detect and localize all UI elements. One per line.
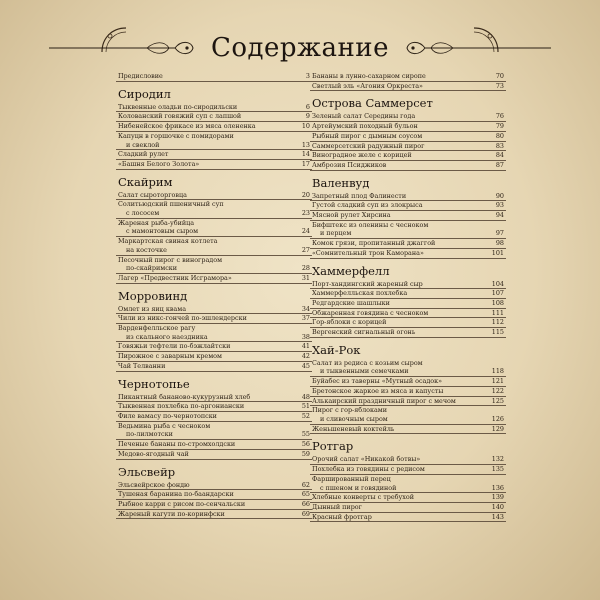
toc-entry-page: 37 [301, 314, 310, 323]
toc-entry[interactable] [116, 305, 312, 315]
toc-entry[interactable] [310, 387, 506, 397]
toc-entry-title: Сладкий рулет [118, 150, 169, 159]
toc-entry[interactable] [116, 112, 312, 122]
toc-entry-page: 73 [495, 81, 504, 90]
toc-entry[interactable] [310, 465, 506, 475]
toc-entry[interactable] [116, 72, 312, 82]
toc-entry[interactable] [310, 299, 506, 309]
section-heading: Валенвуд [312, 175, 370, 190]
toc-entry[interactable] [310, 318, 506, 328]
section-heading: Острова Саммерсет [312, 96, 433, 111]
toc-entry[interactable] [310, 289, 506, 299]
toc-entry-lead: Маркартская свиная котлета [118, 237, 218, 246]
toc-entry-page: 83 [495, 141, 504, 150]
toc-entry[interactable] [310, 82, 506, 92]
toc-entry-page: 48 [301, 392, 310, 401]
toc-entry[interactable] [310, 211, 506, 221]
left-flourish-icon [47, 37, 197, 59]
toc-entry-page: 97 [495, 229, 504, 238]
toc-entry-title: Дынный пирог [312, 502, 362, 511]
toc-entry-page: 14 [301, 150, 310, 159]
toc-entry-title: «Сомнительный трон Каморана» [312, 248, 424, 257]
toc-entry-title: Нибенейское фрикасе из мяса олененка [118, 122, 256, 131]
toc-entry-title: Гор-яблоки с корицей [312, 318, 387, 327]
toc-section [116, 86, 312, 170]
toc-entry-title: из скального наездника [126, 332, 208, 341]
toc-entry-page: 94 [495, 211, 504, 220]
toc-entry-page: 139 [491, 493, 504, 502]
toc-entry-title: Буйабес из таверны «Мутный осадок» [312, 377, 443, 386]
toc-entry[interactable] [310, 425, 506, 435]
toc-entry-page: 62 [301, 480, 310, 489]
toc-entry-page: 107 [491, 289, 504, 298]
toc-section [310, 263, 506, 338]
toc-section [310, 438, 506, 522]
toc-entry-title: Зеленый салат Середины года [312, 112, 416, 121]
toc-entry-page: 140 [491, 502, 504, 511]
toc-entry-lead: Варденфелльское рагу [118, 324, 196, 333]
toc-entry-page: 52 [301, 411, 310, 420]
toc-entry-title: Артейумский походный бульон [312, 122, 418, 131]
page-header [0, 28, 600, 68]
toc-section [116, 376, 312, 460]
toc-entry[interactable] [116, 246, 312, 256]
toc-entry-page: 42 [301, 352, 310, 361]
toc-entry-page: 31 [301, 273, 310, 282]
toc-entry-title: Порт-хандингский жареный сыр [312, 279, 423, 288]
toc-entry-title: Запретный плод Фалинести [312, 191, 407, 200]
toc-entry-page: 98 [495, 239, 504, 248]
right-flourish-icon [403, 37, 553, 59]
toc-entry-title: Тушеная баранина по-баандарски [118, 490, 234, 499]
toc-entry-title: Орочий салат «Никакой ботвы» [312, 455, 421, 464]
section-heading: Скайрим [118, 174, 173, 189]
toc-entry-title: «Башня Белого Золота» [118, 159, 200, 168]
toc-entry[interactable] [116, 440, 312, 450]
toc-entry-title: Женьшеневый коктейль [312, 424, 395, 433]
toc-entry-page: 136 [491, 483, 504, 492]
toc-entry[interactable] [116, 191, 312, 201]
toc-entry-title: и свеклой [126, 140, 160, 149]
toc-entry-title: Лагер «Предвестник Исграмора» [118, 273, 232, 282]
section-heading: Чернотопье [118, 376, 190, 391]
toc-entry-page: 125 [491, 396, 504, 405]
toc-entry[interactable] [116, 450, 312, 460]
section-heading: Эльсвейр [118, 464, 176, 479]
toc-entry-title: Пикантный бананово-кукурузный хлеб [118, 392, 251, 401]
toc-section [310, 175, 506, 259]
toc-section [310, 72, 506, 91]
toc-entry[interactable] [116, 314, 312, 324]
toc-entry-title: и сливочным сыром [320, 414, 388, 423]
toc-entry-page: 143 [491, 512, 504, 521]
toc-entry-title: Светлый эль «Агония Оркреста» [312, 81, 423, 90]
toc-entry-page: 79 [495, 122, 504, 131]
toc-entry-page: 9 [305, 112, 310, 121]
toc-entry-page: 80 [495, 131, 504, 140]
toc-entry-title: Бретонское жаркое из мяса и капусты [312, 386, 444, 395]
toc-entry-title: Пирожное с заварным кремом [118, 352, 222, 361]
toc-entry-title: Филе вамасу по-чернотопски [118, 411, 217, 420]
toc-entry-title: Эльсвейрское фондю [118, 480, 190, 489]
toc-entry[interactable] [310, 122, 506, 132]
toc-entry[interactable] [116, 490, 312, 500]
toc-entry-page: 115 [491, 328, 504, 337]
toc-entry-page: 104 [491, 279, 504, 288]
toc-entry-page: 70 [495, 72, 504, 80]
toc-entry[interactable] [116, 402, 312, 412]
toc-entry-page: 27 [301, 245, 310, 254]
toc-right-column [310, 72, 506, 522]
toc-entry[interactable] [116, 160, 312, 170]
toc-entry-title: Медово-ягодный чай [118, 449, 189, 458]
toc-entry[interactable] [116, 342, 312, 352]
toc-entry-page: 111 [491, 308, 504, 317]
toc-entry-page: 135 [491, 465, 504, 474]
toc-left-column [116, 72, 312, 519]
toc-entry-title: Колованский говяжий суп с лапшой [118, 112, 242, 121]
toc-entry[interactable] [116, 141, 312, 151]
toc-entry-page: 121 [491, 377, 504, 386]
toc-entry-title: Виноградное желе с корицей [312, 151, 412, 160]
toc-entry-lead: Салат из редиса с козьим сыром [312, 358, 423, 367]
toc-entry-page: 101 [491, 248, 504, 257]
toc-entry-page: 51 [301, 402, 310, 411]
toc-entry-page: 66 [301, 499, 310, 508]
toc-entry-page: 34 [301, 304, 310, 313]
toc-entry-page: 38 [301, 332, 310, 341]
toc-entry[interactable] [310, 161, 506, 171]
toc-entry[interactable] [310, 201, 506, 211]
toc-entry[interactable] [116, 333, 312, 343]
toc-entry-lead: Бифштекс из оленины с чесноком [312, 220, 429, 229]
toc-entry-page: 6 [305, 102, 310, 111]
toc-entry[interactable] [116, 393, 312, 403]
toc-entry[interactable] [310, 192, 506, 202]
toc-entry[interactable] [310, 328, 506, 338]
toc-section [310, 95, 506, 170]
toc-entry-page: 41 [301, 342, 310, 351]
toc-entry[interactable] [116, 362, 312, 372]
toc-entry[interactable] [310, 397, 506, 407]
toc-entry-title: Вергенский сигнальный огонь [312, 328, 416, 337]
toc-entry-lead: Ведьмина рыба с чесноком [118, 421, 211, 430]
toc-entry-page: 17 [301, 159, 310, 168]
toc-entry-lead: Песочный пирог с виноградом [118, 255, 223, 264]
toc-entry-title: Салат сыроторговца [118, 190, 187, 199]
toc-entry-page: 20 [301, 190, 310, 199]
toc-entry[interactable] [310, 455, 506, 465]
toc-entry-title: с лососем [126, 209, 160, 218]
toc-entry[interactable] [310, 503, 506, 513]
toc-entry-page: 13 [301, 140, 310, 149]
toc-entry-lead: Жареная рыба-убийца [118, 218, 195, 227]
toc-section [310, 342, 506, 435]
toc-entry[interactable] [116, 274, 312, 284]
toc-entry-title: Жареный кагути по-коринфски [118, 509, 225, 518]
toc-section [116, 72, 312, 82]
section-heading: Хаммерфелл [312, 263, 390, 278]
toc-entry[interactable] [310, 239, 506, 249]
toc-entry-title: Бананы в лунно-сахарном сиропе [312, 72, 426, 80]
toc-entry[interactable] [310, 309, 506, 319]
toc-entry[interactable] [116, 430, 312, 440]
toc-section [116, 174, 312, 284]
toc-entry-page: 69 [301, 509, 310, 518]
toc-entry[interactable] [116, 209, 312, 219]
toc-entry[interactable] [310, 72, 506, 82]
toc-entry-page: 24 [301, 227, 310, 236]
toc-entry-page: 76 [495, 112, 504, 121]
toc-entry-title: Чили из никс-гончей по-эшлендерски [118, 314, 247, 323]
toc-entry[interactable] [116, 103, 312, 113]
toc-entry-page: 112 [491, 318, 504, 327]
toc-entry-page: 3 [305, 72, 310, 80]
toc-entry-page: 56 [301, 440, 310, 449]
toc-entry-page: 55 [301, 430, 310, 439]
toc-entry-page: 87 [495, 160, 504, 169]
toc-entry-page: 28 [301, 264, 310, 273]
toc-entry-lead: Солитьюдский пшеничный суп [118, 200, 224, 209]
toc-entry-title: Комок грязи, пропитанный джаггой [312, 239, 436, 248]
toc-entry[interactable] [310, 112, 506, 122]
toc-entry[interactable] [310, 229, 506, 239]
toc-entry[interactable] [116, 227, 312, 237]
toc-entry-page: 59 [301, 449, 310, 458]
toc-entry[interactable] [310, 142, 506, 152]
toc-entry-title: и перцем [320, 229, 352, 238]
toc-entry[interactable] [310, 415, 506, 425]
toc-entry[interactable] [310, 513, 506, 523]
toc-entry-page: 126 [491, 414, 504, 423]
toc-entry-title: Похлебка из говядины с редисом [312, 465, 425, 474]
toc-entry-page: 129 [491, 424, 504, 433]
toc-entry-lead: Капуцн в горшочке с помидорами [118, 131, 234, 140]
toc-entry-title: Саммерсетский радужный пирог [312, 141, 425, 150]
toc-entry-title: и тыквенными семечками [320, 367, 409, 376]
section-heading: Сиродил [118, 86, 171, 101]
toc-entry[interactable] [310, 493, 506, 503]
toc-entry-page: 10 [301, 122, 310, 131]
toc-entry-page: 132 [491, 455, 504, 464]
toc-entry-title: Печеные бананы по-стромхолдски [118, 440, 236, 449]
toc-entry[interactable] [116, 352, 312, 362]
toc-entry-title: Мясной рулет Хирсина [312, 211, 391, 220]
toc-entry[interactable] [310, 249, 506, 259]
toc-entry-title: Амброзия Псиджиков [312, 160, 387, 169]
toc-entry-title: Предисловие [118, 72, 163, 80]
toc-section [116, 288, 312, 372]
toc-entry-page: 84 [495, 151, 504, 160]
toc-entry[interactable] [310, 484, 506, 494]
toc-entry-title: Хаммерфелльская похлебка [312, 289, 408, 298]
toc-entry-lead: Пирог с гор-яблоками [312, 406, 388, 415]
toc-entry-title: Хлебные конверты с требухой [312, 493, 414, 502]
toc-entry-title: Редгардские шашлыки [312, 298, 390, 307]
toc-entry-page: 45 [301, 361, 310, 370]
toc-entry[interactable] [310, 367, 506, 377]
toc-entry-title: с мамонтовым сыром [126, 227, 199, 236]
toc-entry[interactable] [116, 412, 312, 422]
toc-section [116, 464, 312, 520]
toc-entry[interactable] [310, 132, 506, 142]
toc-entry-title: Тыквенные оладьи по-сиродильски [118, 102, 238, 111]
toc-entry[interactable] [116, 264, 312, 274]
toc-entry-title: на косточке [126, 245, 167, 254]
toc-entry-page: 90 [495, 191, 504, 200]
toc-entry[interactable] [310, 377, 506, 387]
section-heading: Ротгар [312, 439, 354, 454]
toc-entry[interactable] [116, 150, 312, 160]
toc-entry-title: Обжаренная говядина с чесноком [312, 308, 429, 317]
toc-entry-page: 122 [491, 386, 504, 395]
toc-entry-title: с пшеном и говядиной [320, 483, 397, 492]
section-heading: Морровинд [118, 288, 188, 303]
toc-entry-page: 93 [495, 201, 504, 210]
toc-entry[interactable] [116, 510, 312, 520]
toc-entry-title: Тыквенная похлебка по-аргониански [118, 402, 245, 411]
page-title: Содержание [210, 33, 390, 63]
toc-entry-page: 108 [491, 298, 504, 307]
toc-entry-page: 23 [301, 209, 310, 218]
toc-entry[interactable] [310, 280, 506, 290]
toc-entry-title: Густой сладкий суп из злокрыса [312, 201, 423, 210]
toc-entry-title: Омлет из яиц квама [118, 304, 187, 313]
toc-entry-page: 65 [301, 490, 310, 499]
section-heading: Хай-Рок [312, 342, 361, 357]
toc-entry-lead: Фаршированный перец [312, 474, 391, 483]
toc-entry-title: Алькаирский праздничный пирог с мечом [312, 396, 456, 405]
toc-entry[interactable] [310, 151, 506, 161]
toc-entry[interactable] [116, 122, 312, 132]
toc-entry-title: по-лилмотски [126, 430, 173, 439]
toc-entry-title: по-скайримски [126, 264, 178, 273]
toc-entry-page: 118 [491, 367, 504, 376]
toc-entry-title: Красный фротгар [312, 512, 372, 521]
toc-entry-title: Говяжьи тефтели по-бэжлайтски [118, 342, 231, 351]
toc-entry-title: Чай Телванни [118, 361, 166, 370]
toc-entry[interactable] [116, 500, 312, 510]
toc-entry-title: Рыбное карри с рисом по-сенчальски [118, 499, 246, 508]
toc-entry[interactable] [116, 481, 312, 491]
toc-entry-title: Рыбный пирог с дымным соусом [312, 131, 423, 140]
